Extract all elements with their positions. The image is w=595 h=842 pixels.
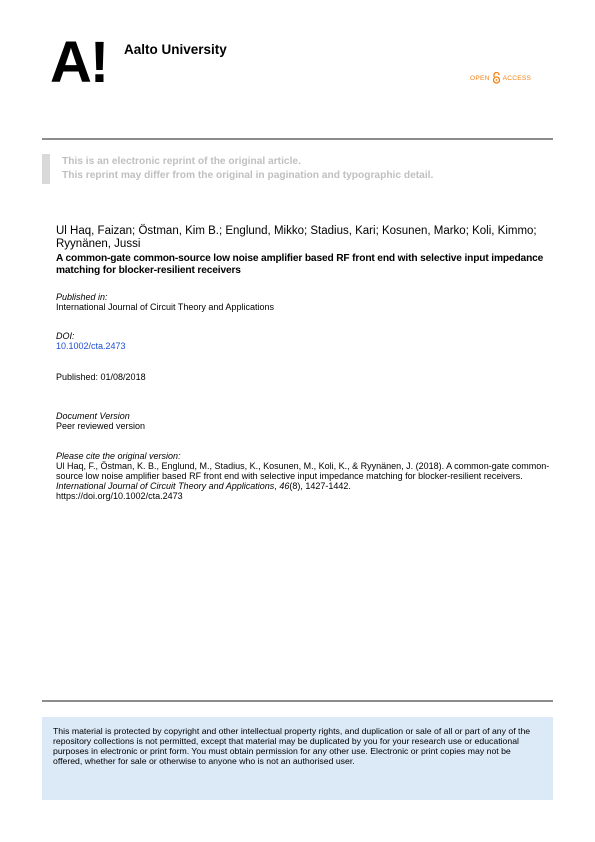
open-access-badge bbox=[470, 72, 531, 84]
published-date: Published: 01/08/2018 bbox=[56, 372, 146, 382]
citation-label: Please cite the original version: bbox=[56, 451, 181, 461]
article-title: A common-gate common-source low noise amplifier based RF front end with selective input impedance matching for blocker-resilient receivers bbox=[56, 253, 544, 276]
document-version-label: Document Version bbox=[56, 411, 130, 421]
notice-line-2: This reprint may differ from the original in pagination and typographic detail. bbox=[62, 170, 434, 181]
copyright-footer bbox=[42, 717, 553, 800]
citation-volume: 46 bbox=[279, 481, 290, 491]
aalto-logo: A! bbox=[50, 30, 108, 95]
journal-name: International Journal of Circuit Theory and Applications bbox=[56, 302, 274, 312]
notice-bar bbox=[42, 154, 50, 184]
open-lock-icon bbox=[492, 72, 501, 84]
open-access-label-left: OPEN bbox=[470, 74, 490, 82]
doi-link[interactable]: 10.1002/cta.2473 bbox=[56, 341, 126, 351]
reprint-notice bbox=[62, 155, 433, 183]
notice-line-1: This is an electronic reprint of the original article. bbox=[62, 156, 301, 167]
doi-label: DOI: bbox=[56, 331, 75, 341]
university-name: Aalto University bbox=[124, 42, 227, 57]
citation-part-2: (8), 1427-1442. bbox=[289, 481, 351, 491]
top-divider bbox=[42, 138, 553, 140]
copyright-text: This material is protected by copyright and other intellectual property rights, and duplication or sale of all or part of any of the repository collections is not permitted, except that material may be duplicated by you for your research use or educational purposes in electronic or print form. You must obtain permission for any other use. Electronic or print copies may not be offered, whether for sale or otherwise to anyone who is not an authorised user. bbox=[53, 726, 531, 766]
citation-text bbox=[56, 461, 551, 501]
document-version-block bbox=[56, 411, 145, 431]
published-in-block bbox=[56, 292, 274, 312]
published-in-label: Published in: bbox=[56, 292, 108, 302]
citation-block bbox=[56, 451, 551, 501]
open-access-label-right: ACCESS bbox=[502, 74, 532, 82]
citation-part-1: Ul Haq, F., Östman, K. B., Englund, M., Stadius, K., Kosunen, M., Koli, K., & Ryynänen, J. (2018). A common-gate common-source low noise amplifier based RF front end with selective input impedance matching for blocker-resilient receivers. bbox=[56, 461, 550, 481]
document-version: Peer reviewed version bbox=[56, 421, 146, 431]
bottom-divider bbox=[42, 700, 553, 702]
article-authors: Ul Haq, Faizan; Östman, Kim B.; Englund, Mikko; Stadius, Kari; Kosunen, Marko; Koli, Kimmo; Ryynänen, Jussi bbox=[56, 225, 537, 250]
citation-journal: International Journal of Circuit Theory and Applications bbox=[56, 481, 275, 491]
citation-separator: , bbox=[274, 481, 280, 491]
doi-block bbox=[56, 331, 126, 351]
citation-url[interactable]: https://doi.org/10.1002/cta.2473 bbox=[56, 491, 183, 501]
